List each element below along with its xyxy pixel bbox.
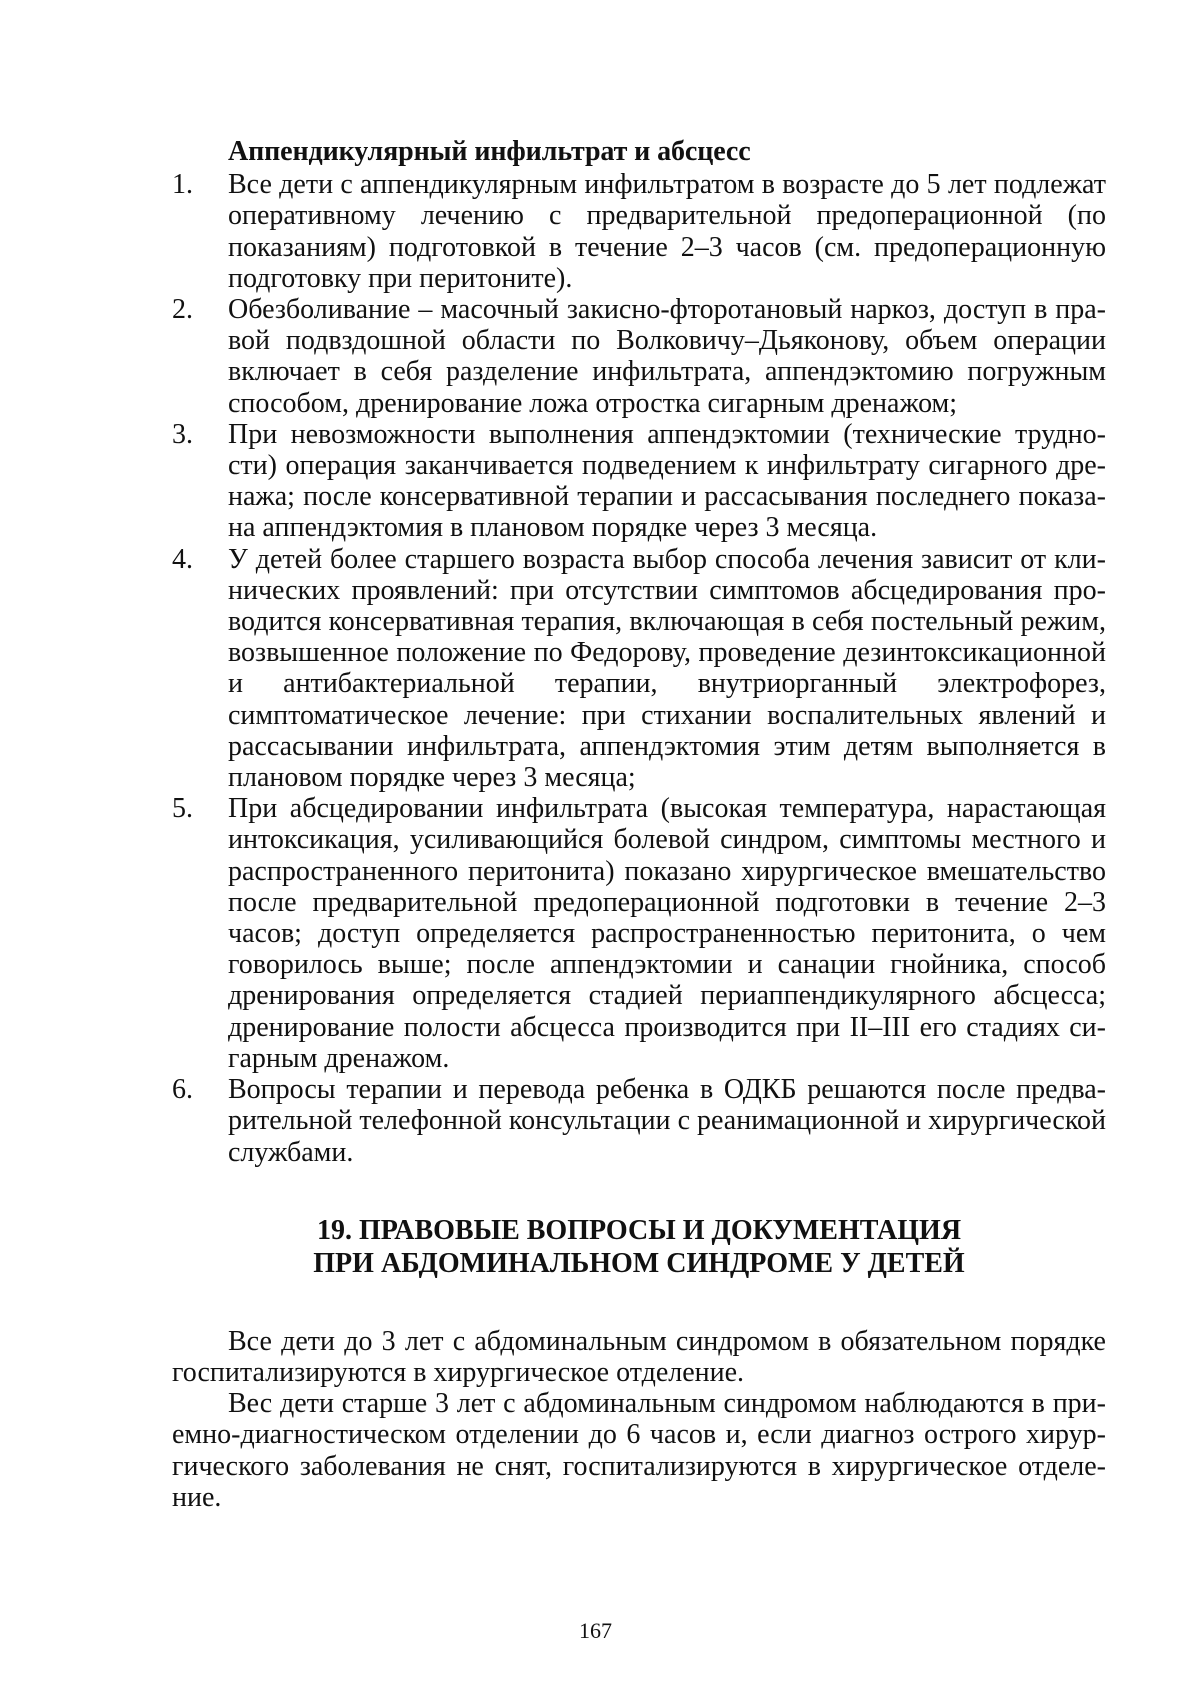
list-item [172,544,1106,794]
page-number: 167 [579,1618,612,1643]
section-heading: Аппендикулярный инфильтрат и абсцесс [228,136,751,167]
list-item-number: 4. [172,543,193,575]
body-paragraph: Вес дети старше 3 лет с абдоминальным синдромом наблюдаются в приемно-диагностическом отделении до 6 часов и, если диагноз острого хирургического заболевания не снят, госпитализируются в хирургическое отделение. [172,1388,1106,1513]
list-item-number: 5. [172,793,193,825]
body-paragraph: Все дети до 3 лет с абдоминальным синдромом в обязательном порядке госпитализируются в хирургическое отделение. [172,1325,1106,1388]
list-item [172,1074,1106,1168]
list-item [172,169,1106,294]
list-item-text: Все дети с аппендикулярным инфильтратом в возрасте до 5 лет подлежат оперативному лечению с предварительной предоперационной (по показаниям) подготовкой в течение 2–3 часов (см. предоперационную подготовку при перитоните). [228,169,1106,294]
list-item [172,294,1106,419]
list-item-number: 3. [172,418,193,450]
list-item [172,793,1106,1074]
chapter-title-line: ПРИ АБДОМИНАЛЬНОМ СИНДРОМЕ У ДЕТЕЙ [313,1247,965,1279]
list-item [172,419,1106,544]
list-item-number: 1. [172,169,193,201]
chapter-title-line: 19. ПРАВОВЫЕ ВОПРОСЫ И ДОКУМЕНТАЦИЯ [316,1214,962,1246]
list-item-text: При абсцедировании инфильтрата (высокая температура, нарастающая интоксикация, усиливающийся болевой синдром, симптомы местного и распространенного перитонита) показано хирургическое вмешательство после предварительной предоперационной подготовки в течение 2–3 часов; доступ определяется распространенностью перитонита, о чем говорилось выше; после аппендэктомии и санации гнойника, способ дренирования определяется стадией периаппендикулярного абсцесса; дренирование полости абсцесса производится при II–III его стадиях сигарным дренажом. [228,793,1106,1074]
list-item-text: У детей более старшего возраста выбор способа лечения зависит от клинических проявлений: при отсутствии симптомов абсцедирования проводится консервативная терапия, включающая в себя постельный режим, возвышенное положение по Федорову, проведение дезинтоксикационной и антибактериальной терапии, внутриорганный электрофорез, симптоматическое лечение: при стихании воспалительных явлений и рассасывании инфильтрата, аппендэктомия этим детям выполняется в плановом порядке через 3 месяца; [228,543,1106,794]
numbered-list [172,169,1106,1168]
list-item-text: При невозможности выполнения аппендэктомии (технические трудности) операция заканчивается подведением к инфильтрату сигарного дренажа; после консервативной терапии и рассасывания последнего показана аппендэктомия в плановом порядке через 3 месяца. [228,418,1106,544]
list-item-text: Обезболивание – масочный закисно-фторотановый наркоз, доступ в правой подвздошной области по Волковичу–Дьяконову, объем операции включает в себя разделение инфильтрата, аппендэктомию погружным способом, дренирование ложа отростка сигарным дренажом; [228,294,1106,419]
page-body [172,136,1106,1513]
list-item-number: 2. [172,294,193,326]
chapter-title [172,1214,1106,1280]
list-item-text: Вопросы терапии и перевода ребенка в ОДКБ решаются после предварительной телефонной консультации с реанимационной и хирургической службами. [228,1074,1106,1168]
list-item-number: 6. [172,1074,193,1106]
